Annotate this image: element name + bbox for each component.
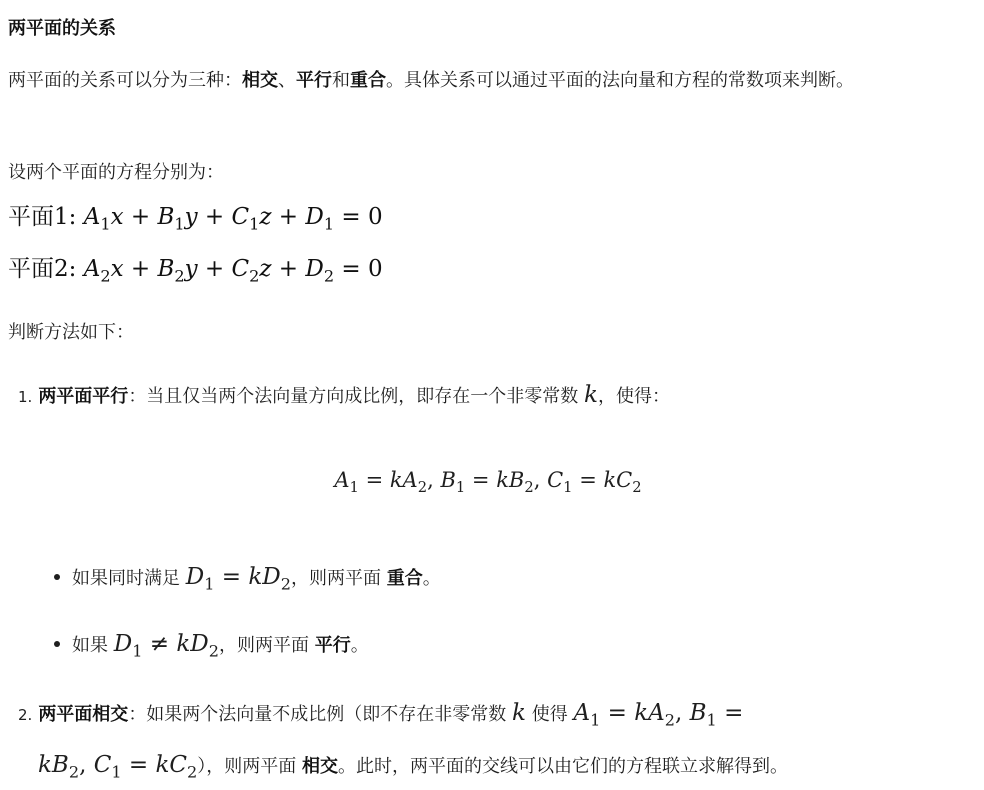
plane1-label: 平面1: (8, 204, 84, 230)
intro-bold-coincide: 重合 (350, 70, 386, 91)
math-condition: $A_1 = kA_2$, $B_1$ = (573, 700, 744, 730)
list-item-text: ：当且仅当两个法向量方向成比例，即存在一个非零常数 (128, 386, 585, 407)
bold-coincide: 重合 (386, 568, 423, 589)
plane2-label: 平面2: (8, 256, 84, 282)
plane2-formula: $A_2x + B_2y + C_2z + D_2 = 0$ (83, 256, 383, 286)
intro-text: 和 (332, 70, 350, 91)
intro-text: 。具体关系可以通过平面的法向量和方程的常数项来判断。 (386, 70, 854, 91)
setup-text: 设两个平面的方程分别为： (8, 162, 224, 183)
bullet-coincide: 如果同时满足 $D_1 = kD_2$，则两平面 重合。 (54, 560, 441, 602)
intro-text: 两平面的关系可以分为三种： (8, 70, 242, 91)
plane1-equation (8, 198, 383, 234)
bold-intersect: 相交 (302, 756, 338, 777)
math-condition-cont: $kB_2$, $C_1 = kC_2$ (38, 752, 198, 782)
list-number: 1. (18, 388, 33, 406)
plane1-formula: $A_1x + B_1y + C_1z + D_1 = 0$ (83, 204, 383, 234)
math-k: k (584, 382, 598, 408)
display-equation: $A_1 = kA_2$, $B_1 = kB_2$, $C_1 = kC_2$ (334, 468, 642, 497)
page-title: 两平面的关系 (8, 18, 116, 39)
method-text: 判断方法如下： (8, 322, 134, 343)
bold-parallel: 平行 (314, 635, 351, 656)
list-number: 2. (18, 706, 33, 724)
intro-bold-intersect: 相交 (242, 70, 278, 91)
list-item-parallel (18, 378, 670, 414)
list-item-intersect (18, 696, 743, 738)
list-item-title: 两平面平行 (38, 386, 129, 407)
bullet-dot (54, 574, 60, 580)
list-item-title: 两平面相交 (38, 704, 129, 725)
math-d-condition: $D_1 \ne kD_2$ (113, 631, 219, 661)
bullet-parallel: 如果 $D_1 \ne kD_2$，则两平面 平行。 (54, 627, 369, 669)
list-item-text: ，使得： (597, 386, 670, 407)
list-item-text: ：如果两个法向量不成比例（即不存在非零常数 (128, 704, 513, 725)
list-item-text: 使得 (525, 704, 574, 725)
plane2-equation (8, 250, 383, 286)
math-d-condition: $D_1 = kD_2$ (185, 564, 291, 594)
intro-paragraph (8, 64, 968, 98)
intro-text: 、 (278, 70, 296, 91)
intro-bold-parallel: 平行 (296, 70, 332, 91)
math-k: k (512, 700, 526, 726)
bullet-dot (54, 641, 60, 647)
list-item-intersect-continued: $kB_2$, $C_1 = kC_2$），则两平面 相交。此时，两平面的交线可以由它们的方程联立求解得到。 (38, 752, 788, 782)
